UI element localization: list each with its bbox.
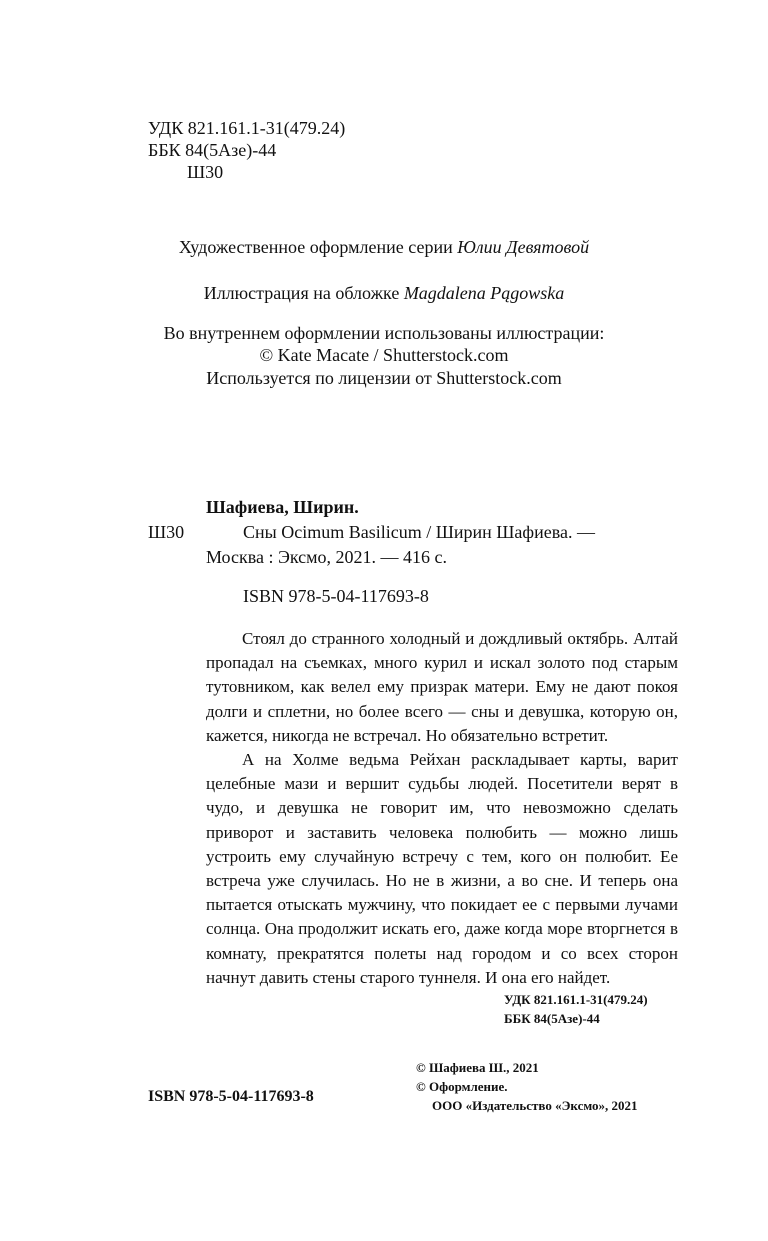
bbk-code: ББК 84(5Азе)-44	[148, 140, 277, 160]
annotation	[206, 627, 678, 990]
copyright-publisher: ООО «Издательство «Эксмо», 2021	[432, 1098, 638, 1113]
biblio-title-line: Сны Ocimum Basilicum / Ширин Шафиева. —	[243, 522, 595, 542]
inner-illustrations-line2: © Kate Macate / Shutterstock.com	[259, 345, 509, 365]
author-mark: Ш30	[187, 162, 224, 182]
cover-prefix: Иллюстрация на обложке	[203, 283, 404, 303]
annotation-paragraph-1: Стоял до странного холодный и дождливый октябрь. Алтай пропадал на съемках, много курил и искал золото под старым тутовником, как велел ему призрак матери. Ему не дают покоя долги и сплетни, но более всего — сны и девушка, которую он, кажется, никогда не встречал. Но обязательно встретит.	[206, 629, 678, 745]
bottom-bbk-code: ББК 84(5Азе)-44	[504, 1011, 600, 1026]
biblio-mark: Ш30	[148, 522, 185, 542]
series-design-credit	[0, 236, 768, 258]
inner-illustrations-line1: Во внутреннем оформлении использованы иллюстрации:	[163, 323, 605, 343]
udk-code: УДК 821.161.1-31(479.24)	[148, 118, 346, 138]
series-designer-name: Юлии Девятовой	[457, 237, 590, 257]
series-design-prefix: Художественное оформление серии	[178, 237, 458, 257]
inner-illustrations-line3: Используется по лицензии от Shutterstock.com	[206, 368, 562, 388]
copyright-design: © Оформление.	[416, 1079, 508, 1094]
cover-illustrator-name: Magdalena Pągowska	[403, 283, 565, 303]
copyright-author: © Шафиева Ш., 2021	[416, 1060, 539, 1075]
footer-isbn: ISBN 978-5-04-117693-8	[148, 1088, 314, 1105]
bottom-udk-code: УДК 821.161.1-31(479.24)	[504, 992, 648, 1007]
annotation-paragraph-2: А на Холме ведьма Рейхан раскладывает карты, варит целебные мази и вершит судьбы людей. Посетители верят в чудо, и девушка не говорит им, что невозможно сделать приворот и заставить человека полюбить — можно лишь устроить ему случайную встречу с тем, кого он полюбит. Ее встреча уже случилась. Но не в жизни, а во сне. И теперь она пытается отыскать мужчину, что покидает ее с первыми лучами солнца. Она продолжит искать его, даже когда море вторгнется в комнату, прекратятся полеты над городом и со всех сторон начнут давить стены старого туннеля. И она его найдет.	[206, 750, 678, 987]
biblio-author: Шафиева, Ширин.	[206, 497, 359, 517]
biblio-isbn: ISBN 978-5-04-117693-8	[243, 586, 429, 606]
biblio-publisher-line: Москва : Эксмо, 2021. — 416 с.	[206, 547, 448, 567]
cover-illustration-credit	[0, 282, 768, 304]
